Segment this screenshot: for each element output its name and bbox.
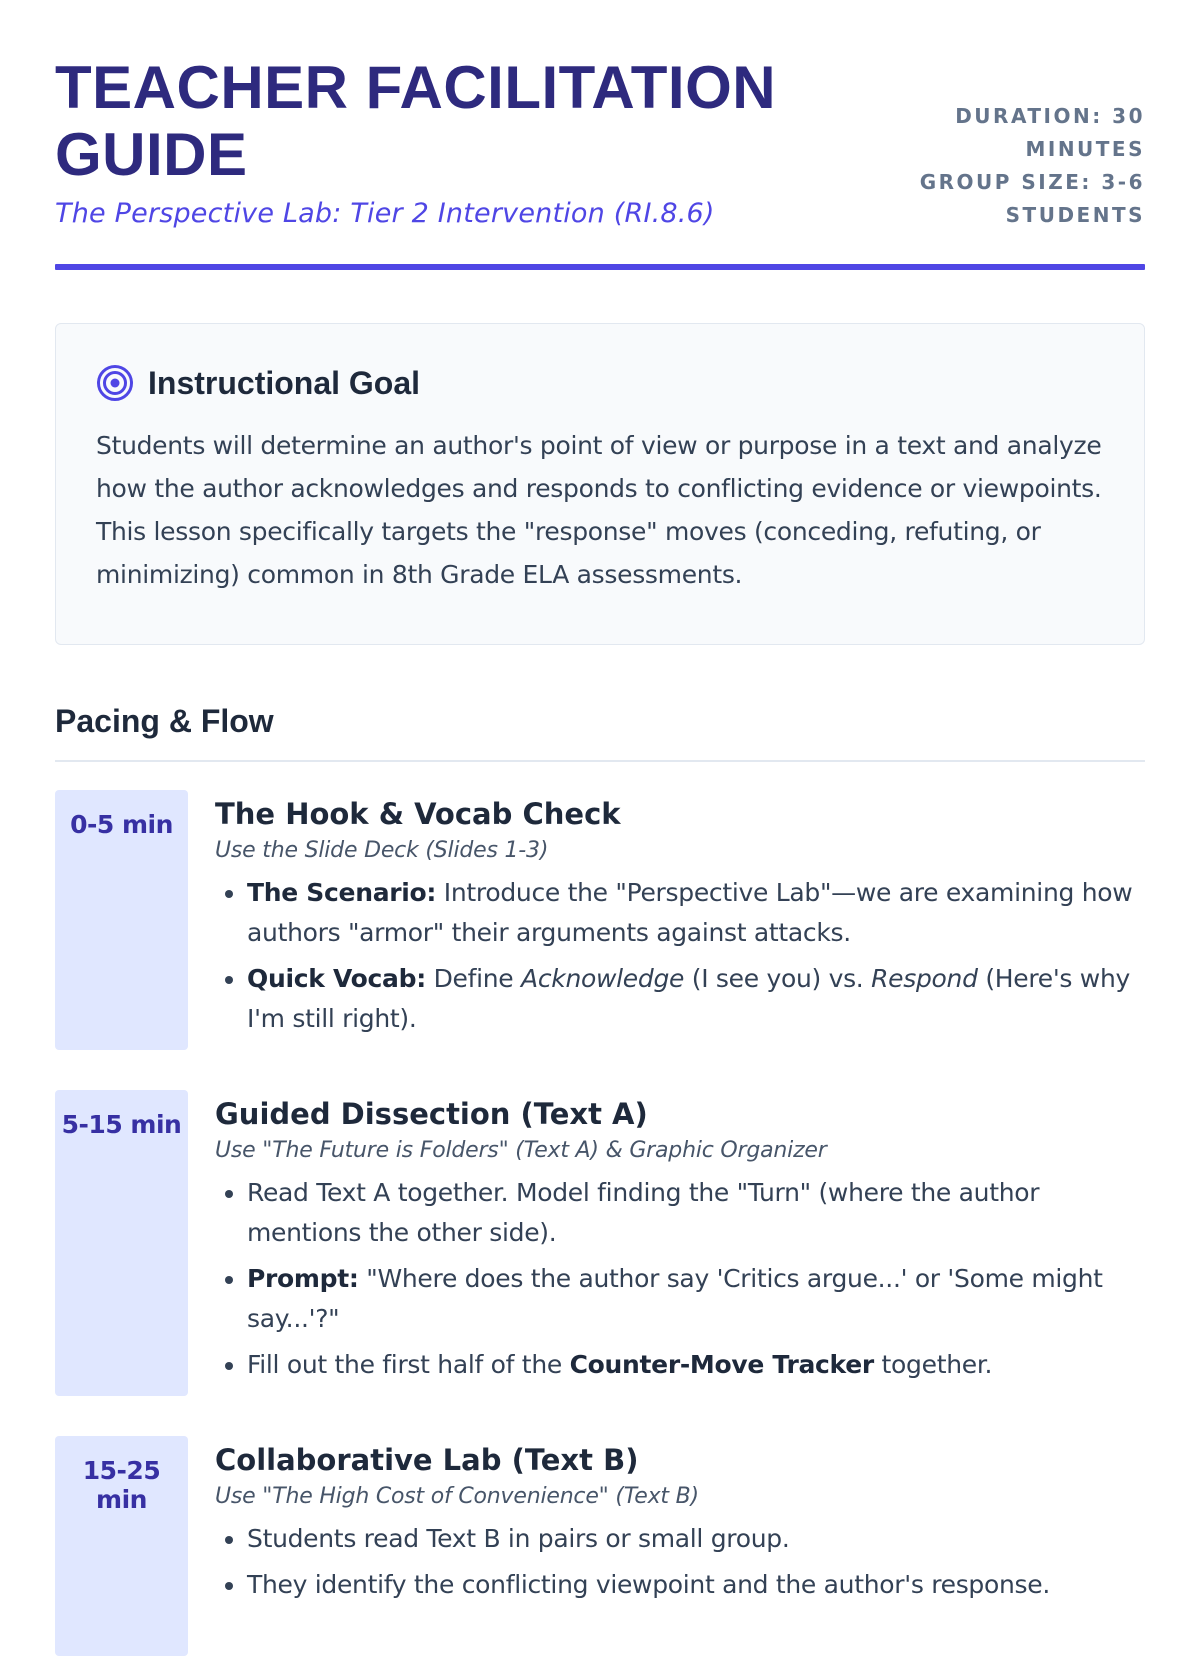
bullet-text: Define bbox=[425, 964, 522, 993]
header-divider bbox=[55, 264, 1145, 270]
bullet-text: They identify the conflicting viewpoint and the author's response. bbox=[247, 1570, 1050, 1599]
step-bullets bbox=[215, 873, 1145, 1039]
title-block bbox=[55, 54, 855, 229]
time-badge: 15-25 min bbox=[55, 1436, 188, 1656]
section-divider bbox=[55, 760, 1145, 762]
guide-header bbox=[55, 54, 1145, 232]
bullet-text: (I see you) vs. bbox=[684, 964, 872, 993]
step-resource: Use the Slide Deck (Slides 1-3) bbox=[215, 838, 549, 863]
duration-label: DURATION: 30 MINUTES bbox=[955, 104, 1145, 161]
bullet-text: (Here's why I'm still right). bbox=[247, 964, 1130, 1033]
time-badge: 0-5 min bbox=[55, 790, 188, 1050]
time-badge: 5-15 min bbox=[55, 1090, 188, 1396]
goal-description: Students will determine an author's point of view or purpose in a text and analyze how the author acknowledges and responds to conflicting evidence or viewpoints. This lesson specifically targets the "response" moves (conceding, refuting, or minimizing) common in 8th Grade ELA assessments. bbox=[96, 431, 1102, 589]
list-item bbox=[247, 1519, 1145, 1559]
step-resource: Use "The High Cost of Convenience" (Text B) bbox=[215, 1484, 699, 1509]
goal-heading bbox=[96, 364, 1104, 402]
pacing-section-title: Pacing & Flow bbox=[55, 703, 274, 739]
goal-title: Instructional Goal bbox=[148, 364, 421, 401]
list-item bbox=[247, 1345, 1145, 1385]
bullet-label: The Scenario: bbox=[247, 878, 437, 907]
bullet-emphasis: Counter-Move Tracker bbox=[569, 1350, 874, 1379]
bullet-text: Read Text A together. Model finding the "Turn" (where the author mentions the other side). bbox=[247, 1178, 1040, 1247]
step-title: The Hook & Vocab Check bbox=[215, 797, 621, 831]
page-title: TEACHER FACILITATION GUIDE bbox=[55, 54, 777, 188]
bullet-text: Introduce the "Perspective Lab"—we are examining how authors "armor" their arguments against attacks. bbox=[247, 878, 1133, 947]
step-content bbox=[215, 1090, 1145, 1396]
page-subtitle: The Perspective Lab: Tier 2 Intervention (RI.8.6) bbox=[55, 198, 715, 229]
step-bullets bbox=[215, 1519, 1145, 1605]
list-item bbox=[247, 873, 1145, 953]
bullet-text: "Where does the author say 'Critics argue...' or 'Some might say...'?" bbox=[247, 1264, 1103, 1333]
step-content bbox=[215, 1436, 1145, 1656]
bullet-emphasis: Acknowledge bbox=[521, 964, 685, 993]
session-meta bbox=[895, 100, 1145, 232]
pacing-step bbox=[55, 790, 1145, 1050]
bullet-text: Students read Text B in pairs or small group. bbox=[247, 1524, 790, 1553]
bullet-label: Prompt: bbox=[247, 1264, 359, 1293]
list-item bbox=[247, 1173, 1145, 1253]
bullet-label: Quick Vocab: bbox=[247, 964, 426, 993]
list-item bbox=[247, 1565, 1145, 1605]
list-item bbox=[247, 1259, 1145, 1339]
pacing-step bbox=[55, 1436, 1145, 1656]
step-content bbox=[215, 790, 1145, 1050]
step-title: Guided Dissection (Text A) bbox=[215, 1097, 648, 1131]
bullet-text: Fill out the first half of the bbox=[247, 1350, 570, 1379]
step-resource: Use "The Future is Folders" (Text A) & Graphic Organizer bbox=[215, 1138, 827, 1163]
list-item bbox=[247, 959, 1145, 1039]
instructional-goal-card bbox=[55, 323, 1145, 645]
target-icon bbox=[96, 364, 134, 402]
group-size-label: GROUP SIZE: 3-6 STUDENTS bbox=[919, 170, 1145, 227]
step-bullets bbox=[215, 1173, 1145, 1385]
step-title: Collaborative Lab (Text B) bbox=[215, 1443, 639, 1477]
bullet-emphasis: Respond bbox=[871, 964, 978, 993]
pacing-step bbox=[55, 1090, 1145, 1396]
bullet-text: together. bbox=[873, 1350, 993, 1379]
